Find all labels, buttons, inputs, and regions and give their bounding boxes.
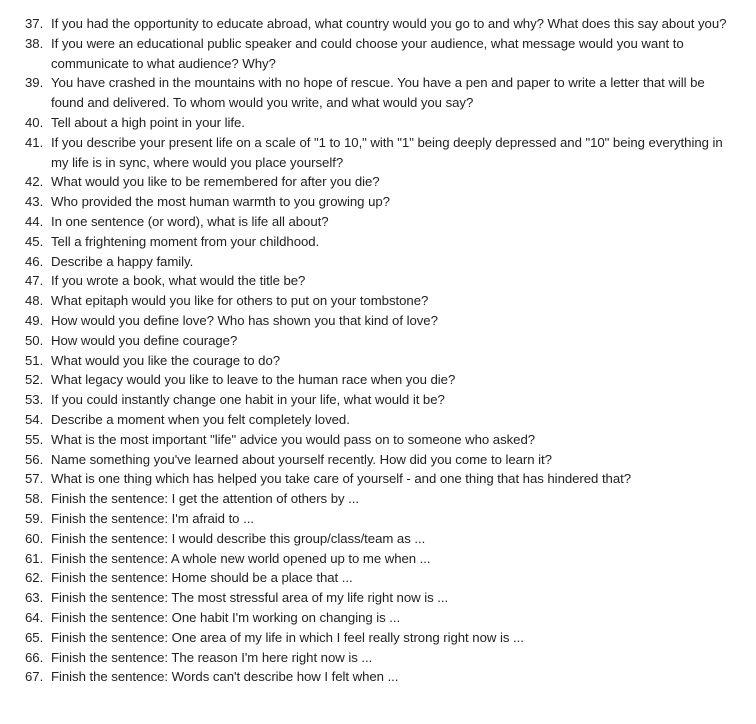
item-number: 55. — [25, 431, 44, 447]
item-number: 63. — [25, 590, 44, 606]
item-number: 44. — [25, 213, 44, 229]
item-number: 52. — [25, 372, 44, 388]
item-number: 37. — [25, 16, 44, 31]
item-text: If you were an educational public speaker and could choose your audience, what message would you want to communicate to what audience? Why? — [51, 35, 684, 71]
item-number: 61. — [25, 550, 44, 566]
item-text: What epitaph would you like for others to put on your tombstone? — [51, 293, 429, 309]
item-text: Describe a happy family. — [51, 253, 194, 269]
item-text: Describe a moment when you felt completely loved. — [51, 411, 350, 427]
list-item — [20, 14, 736, 34]
list-item — [20, 113, 736, 133]
question-list — [20, 14, 736, 687]
list-item — [20, 450, 736, 470]
item-text: Finish the sentence: I would describe this group/class/team as ... — [51, 530, 426, 546]
item-text: Finish the sentence: The reason I'm here right now is ... — [51, 649, 373, 665]
list-item — [20, 370, 736, 390]
list-item — [20, 271, 736, 291]
item-text: What is the most important "life" advice you would pass on to someone who asked? — [51, 431, 536, 447]
item-number: 46. — [25, 253, 44, 269]
item-text: How would you define courage? — [51, 332, 238, 348]
item-text: What would you like the courage to do? — [51, 352, 281, 368]
item-number: 39. — [25, 75, 44, 91]
item-text: Tell about a high point in your life. — [51, 114, 245, 130]
item-text: What legacy would you like to leave to the human race when you die? — [51, 372, 456, 388]
item-text: Name something you've learned about yourself recently. How did you come to learn it? — [51, 451, 552, 467]
list-item — [20, 351, 736, 371]
item-text: Finish the sentence: Words can't describe how I felt when ... — [51, 669, 399, 685]
item-number: 43. — [25, 194, 44, 210]
list-item — [20, 469, 736, 489]
item-text: What would you like to be remembered for after you die? — [51, 174, 380, 190]
item-text: If you could instantly change one habit in your life, what would it be? — [51, 392, 445, 408]
item-text: If you had the opportunity to educate abroad, what country would you go to and why? What does this say about you? — [51, 16, 727, 31]
item-text: Finish the sentence: One area of my life in which I feel really strong right now is ... — [51, 629, 524, 645]
item-text: If you wrote a book, what would the title be? — [51, 273, 306, 289]
list-item — [20, 311, 736, 331]
item-text: You have crashed in the mountains with no hope of rescue. You have a pen and paper to write a letter that will be found and delivered. To whom would you write, and what would you say? — [51, 75, 705, 111]
item-number: 42. — [25, 174, 44, 190]
list-item — [20, 529, 736, 549]
item-text: Finish the sentence: One habit I'm working on changing is ... — [51, 609, 401, 625]
list-item — [20, 608, 736, 628]
item-text: How would you define love? Who has shown you that kind of love? — [51, 312, 438, 328]
list-item — [20, 648, 736, 668]
item-number: 47. — [25, 273, 44, 289]
list-item — [20, 291, 736, 311]
list-item — [20, 390, 736, 410]
item-text: Tell a frightening moment from your childhood. — [51, 233, 320, 249]
list-item — [20, 430, 736, 450]
item-text: What is one thing which has helped you take care of yourself - and one thing that has hindered that? — [51, 471, 632, 487]
item-text: Finish the sentence: A whole new world opened up to me when ... — [51, 550, 431, 566]
item-text: Finish the sentence: The most stressful area of my life right now is ... — [51, 590, 449, 606]
item-number: 66. — [25, 649, 44, 665]
item-text: Finish the sentence: I get the attention of others by ... — [51, 491, 359, 507]
list-item — [20, 509, 736, 529]
item-number: 50. — [25, 332, 44, 348]
item-number: 41. — [25, 134, 44, 150]
item-number: 57. — [25, 471, 44, 487]
item-text: In one sentence (or word), what is life all about? — [51, 213, 329, 229]
item-text: Finish the sentence: Home should be a place that ... — [51, 570, 353, 586]
list-item — [20, 331, 736, 351]
list-item — [20, 192, 736, 212]
item-number: 51. — [25, 352, 44, 368]
item-number: 48. — [25, 293, 44, 309]
item-text: Who provided the most human warmth to you growing up? — [51, 194, 390, 210]
list-item — [20, 568, 736, 588]
list-item — [20, 588, 736, 608]
list-item — [20, 34, 736, 74]
item-number: 56. — [25, 451, 44, 467]
list-item — [20, 489, 736, 509]
list-item — [20, 252, 736, 272]
item-number: 53. — [25, 392, 44, 408]
list-item — [20, 667, 736, 687]
list-item — [20, 212, 736, 232]
list-item — [20, 549, 736, 569]
item-number: 49. — [25, 312, 44, 328]
list-item — [20, 628, 736, 648]
list-item — [20, 133, 736, 173]
item-number: 59. — [25, 510, 44, 526]
item-number: 45. — [25, 233, 44, 249]
item-number: 64. — [25, 609, 44, 625]
item-number: 38. — [25, 35, 44, 51]
item-number: 58. — [25, 491, 44, 507]
item-number: 60. — [25, 530, 44, 546]
item-number: 67. — [25, 669, 44, 685]
list-item — [20, 172, 736, 192]
item-text: If you describe your present life on a scale of "1 to 10," with "1" being deeply depressed and "10" being everything in my life is in sync, where would you place yourself? — [51, 134, 723, 170]
item-text: Finish the sentence: I'm afraid to ... — [51, 510, 254, 526]
item-number: 62. — [25, 570, 44, 586]
item-number: 40. — [25, 114, 44, 130]
list-item — [20, 410, 736, 430]
item-number: 65. — [25, 629, 44, 645]
list-item — [20, 232, 736, 252]
item-number: 54. — [25, 411, 44, 427]
list-item — [20, 73, 736, 113]
